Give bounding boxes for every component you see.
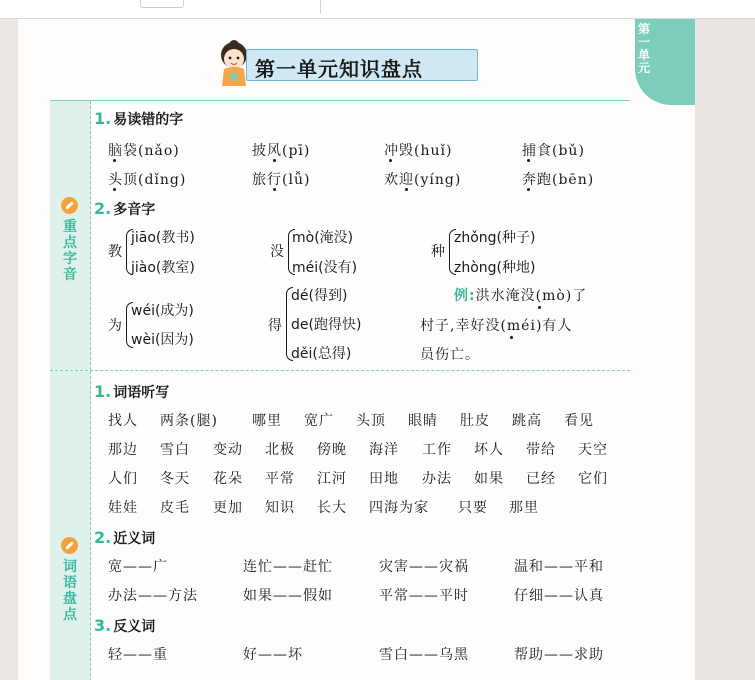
pencil-icon bbox=[61, 537, 78, 554]
heading-text: 易读错的字 bbox=[113, 112, 184, 128]
dictation-word: 更加 bbox=[213, 500, 243, 516]
dictation-word: 已经 bbox=[526, 471, 556, 487]
heading-num: 1. bbox=[94, 109, 112, 128]
dictation-word: 知识 bbox=[265, 500, 295, 516]
emphasis-dot bbox=[510, 336, 513, 339]
heading-text: 多音字 bbox=[113, 202, 156, 218]
title-box bbox=[246, 49, 478, 81]
example-line: 员伤亡。 bbox=[420, 347, 480, 363]
synonym-pair: 温和——平和 bbox=[514, 559, 604, 575]
viewer-toolbar bbox=[0, 0, 755, 19]
poly-reading: dé(得到) bbox=[291, 288, 348, 304]
misread-word: 头顶(dǐng) bbox=[108, 172, 187, 188]
heading-antonyms bbox=[94, 616, 155, 636]
dictation-word: 花朵 bbox=[213, 471, 243, 487]
section-side-pron bbox=[50, 101, 91, 370]
emphasis-dot bbox=[527, 188, 530, 191]
dictation-word: 坏人 bbox=[474, 442, 504, 458]
emphasis-dot bbox=[527, 159, 530, 162]
heading-misread bbox=[94, 109, 183, 129]
poly-reading: wèi(因为) bbox=[131, 332, 194, 348]
misread-word: 脑袋(nǎo) bbox=[108, 143, 180, 159]
example-line: 村子,幸好没(méi)有人 bbox=[420, 318, 573, 334]
dictation-word: 它们 bbox=[578, 471, 608, 487]
toolbar-input-box[interactable] bbox=[140, 0, 184, 8]
dictation-word: 冬天 bbox=[160, 471, 190, 487]
section-top-line bbox=[50, 100, 630, 101]
synonym-pair: 灾害——灾祸 bbox=[379, 559, 469, 575]
poly-reading: mò(淹没) bbox=[292, 230, 354, 246]
dictation-word: 头顶 bbox=[356, 413, 386, 429]
dictation-word: 北极 bbox=[265, 442, 295, 458]
dictation-word: 江河 bbox=[317, 471, 347, 487]
heading-text: 反义词 bbox=[113, 619, 156, 635]
emphasis-dot bbox=[405, 188, 408, 191]
dictation-word: 那边 bbox=[108, 442, 138, 458]
emphasis-dot bbox=[113, 188, 116, 191]
misread-word: 披风(pī) bbox=[252, 143, 311, 159]
toolbar-more-icon[interactable] bbox=[188, 0, 212, 4]
pencil-icon bbox=[61, 197, 78, 214]
synonym-pair: 如果——假如 bbox=[243, 588, 333, 604]
unit-tab-label: 第 一 单 元 bbox=[637, 22, 650, 75]
synonym-pair: 办法——方法 bbox=[108, 588, 198, 604]
misread-word: 奔跑(bēn) bbox=[522, 172, 595, 188]
dictation-word: 眼睛 bbox=[408, 413, 438, 429]
antonym-pair: 好——坏 bbox=[243, 647, 303, 663]
poly-reading: wéi(成为) bbox=[131, 303, 194, 319]
heading-polyphones bbox=[94, 199, 155, 219]
antonym-pair: 雪白——乌黑 bbox=[379, 647, 469, 663]
poly-char: 教 bbox=[108, 244, 123, 260]
side-label-vocab bbox=[50, 559, 90, 623]
dictation-word: 两条(腿) bbox=[160, 413, 218, 429]
heading-text: 词语听写 bbox=[113, 385, 170, 401]
misread-word: 冲毁(huǐ) bbox=[384, 143, 453, 159]
emphasis-dot bbox=[538, 306, 541, 309]
dictation-word: 带给 bbox=[526, 442, 556, 458]
poly-reading: zhòng(种地) bbox=[454, 260, 536, 276]
synonym-pair: 仔细——认真 bbox=[514, 588, 604, 604]
viewer-margin bbox=[695, 19, 755, 680]
side-label-text: 重 点 字 音 bbox=[63, 219, 77, 283]
misread-word: 捕食(bǔ) bbox=[522, 143, 585, 159]
dictation-word: 娃娃 bbox=[108, 500, 138, 516]
dictation-word: 如果 bbox=[474, 471, 504, 487]
heading-num: 2. bbox=[94, 528, 112, 547]
poly-reading: méi(没有) bbox=[292, 260, 358, 276]
heading-num: 2. bbox=[94, 199, 112, 218]
dictation-word: 宽广 bbox=[304, 413, 334, 429]
dictation-word: 那里 bbox=[509, 500, 539, 516]
heading-num: 1. bbox=[94, 382, 112, 401]
document-page bbox=[18, 19, 695, 680]
poly-char: 没 bbox=[270, 244, 285, 260]
side-label-pron bbox=[50, 219, 90, 283]
dictation-word: 跳高 bbox=[512, 413, 542, 429]
antonym-pair: 帮助——求助 bbox=[514, 647, 604, 663]
antonym-pair: 轻——重 bbox=[108, 647, 168, 663]
unit-tab bbox=[635, 19, 695, 105]
dictation-word: 人们 bbox=[108, 471, 138, 487]
poly-char: 得 bbox=[268, 318, 283, 334]
toolbar-separator bbox=[320, 0, 321, 14]
example-text: 洪水淹没(mò)了 bbox=[475, 288, 588, 304]
page-title: 第一单元知识盘点 bbox=[255, 57, 423, 81]
dictation-word: 哪里 bbox=[252, 413, 282, 429]
heading-text: 近义词 bbox=[113, 531, 156, 547]
dictation-word: 四海为家 bbox=[369, 500, 429, 516]
heading-dictation bbox=[94, 382, 169, 402]
example-line bbox=[454, 285, 587, 305]
dictation-word: 傍晚 bbox=[317, 442, 347, 458]
misread-word: 旅行(lǚ) bbox=[252, 172, 311, 188]
poly-char: 种 bbox=[431, 244, 446, 260]
misread-word: 欢迎(yíng) bbox=[384, 172, 462, 188]
emphasis-dot bbox=[273, 159, 276, 162]
emphasis-dot bbox=[113, 159, 116, 162]
section-divider bbox=[50, 370, 630, 371]
dictation-word: 平常 bbox=[265, 471, 295, 487]
heading-synonyms bbox=[94, 528, 155, 548]
section-side-vocab bbox=[50, 371, 91, 680]
dictation-word: 皮毛 bbox=[160, 500, 190, 516]
dictation-word: 天空 bbox=[578, 442, 608, 458]
synonym-pair: 平常——平时 bbox=[379, 588, 469, 604]
dictation-word: 办法 bbox=[422, 471, 452, 487]
poly-reading: zhǒng(种子) bbox=[454, 230, 536, 246]
emphasis-dot bbox=[273, 188, 276, 191]
side-label-text: 词 语 盘 点 bbox=[63, 559, 77, 623]
poly-char: 为 bbox=[108, 318, 123, 334]
dictation-word: 只要 bbox=[458, 500, 488, 516]
poly-reading: jiào(教室) bbox=[131, 260, 195, 276]
example-label: 例: bbox=[454, 288, 476, 304]
dictation-word: 海洋 bbox=[369, 442, 399, 458]
dictation-word: 找人 bbox=[108, 413, 138, 429]
dictation-word: 雪白 bbox=[160, 442, 190, 458]
poly-reading: jiāo(教书) bbox=[131, 230, 195, 246]
poly-reading: de(跑得快) bbox=[291, 317, 362, 333]
poly-reading: děi(总得) bbox=[291, 346, 352, 362]
dictation-word: 肚皮 bbox=[460, 413, 490, 429]
dictation-word: 工作 bbox=[422, 442, 452, 458]
dictation-word: 长大 bbox=[317, 500, 347, 516]
dictation-word: 变动 bbox=[213, 442, 243, 458]
synonym-pair: 宽——广 bbox=[108, 559, 168, 575]
dictation-word: 看见 bbox=[564, 413, 594, 429]
emphasis-dot bbox=[389, 159, 392, 162]
dictation-word: 田地 bbox=[369, 471, 399, 487]
synonym-pair: 连忙——赶忙 bbox=[243, 559, 333, 575]
heading-num: 3. bbox=[94, 616, 112, 635]
